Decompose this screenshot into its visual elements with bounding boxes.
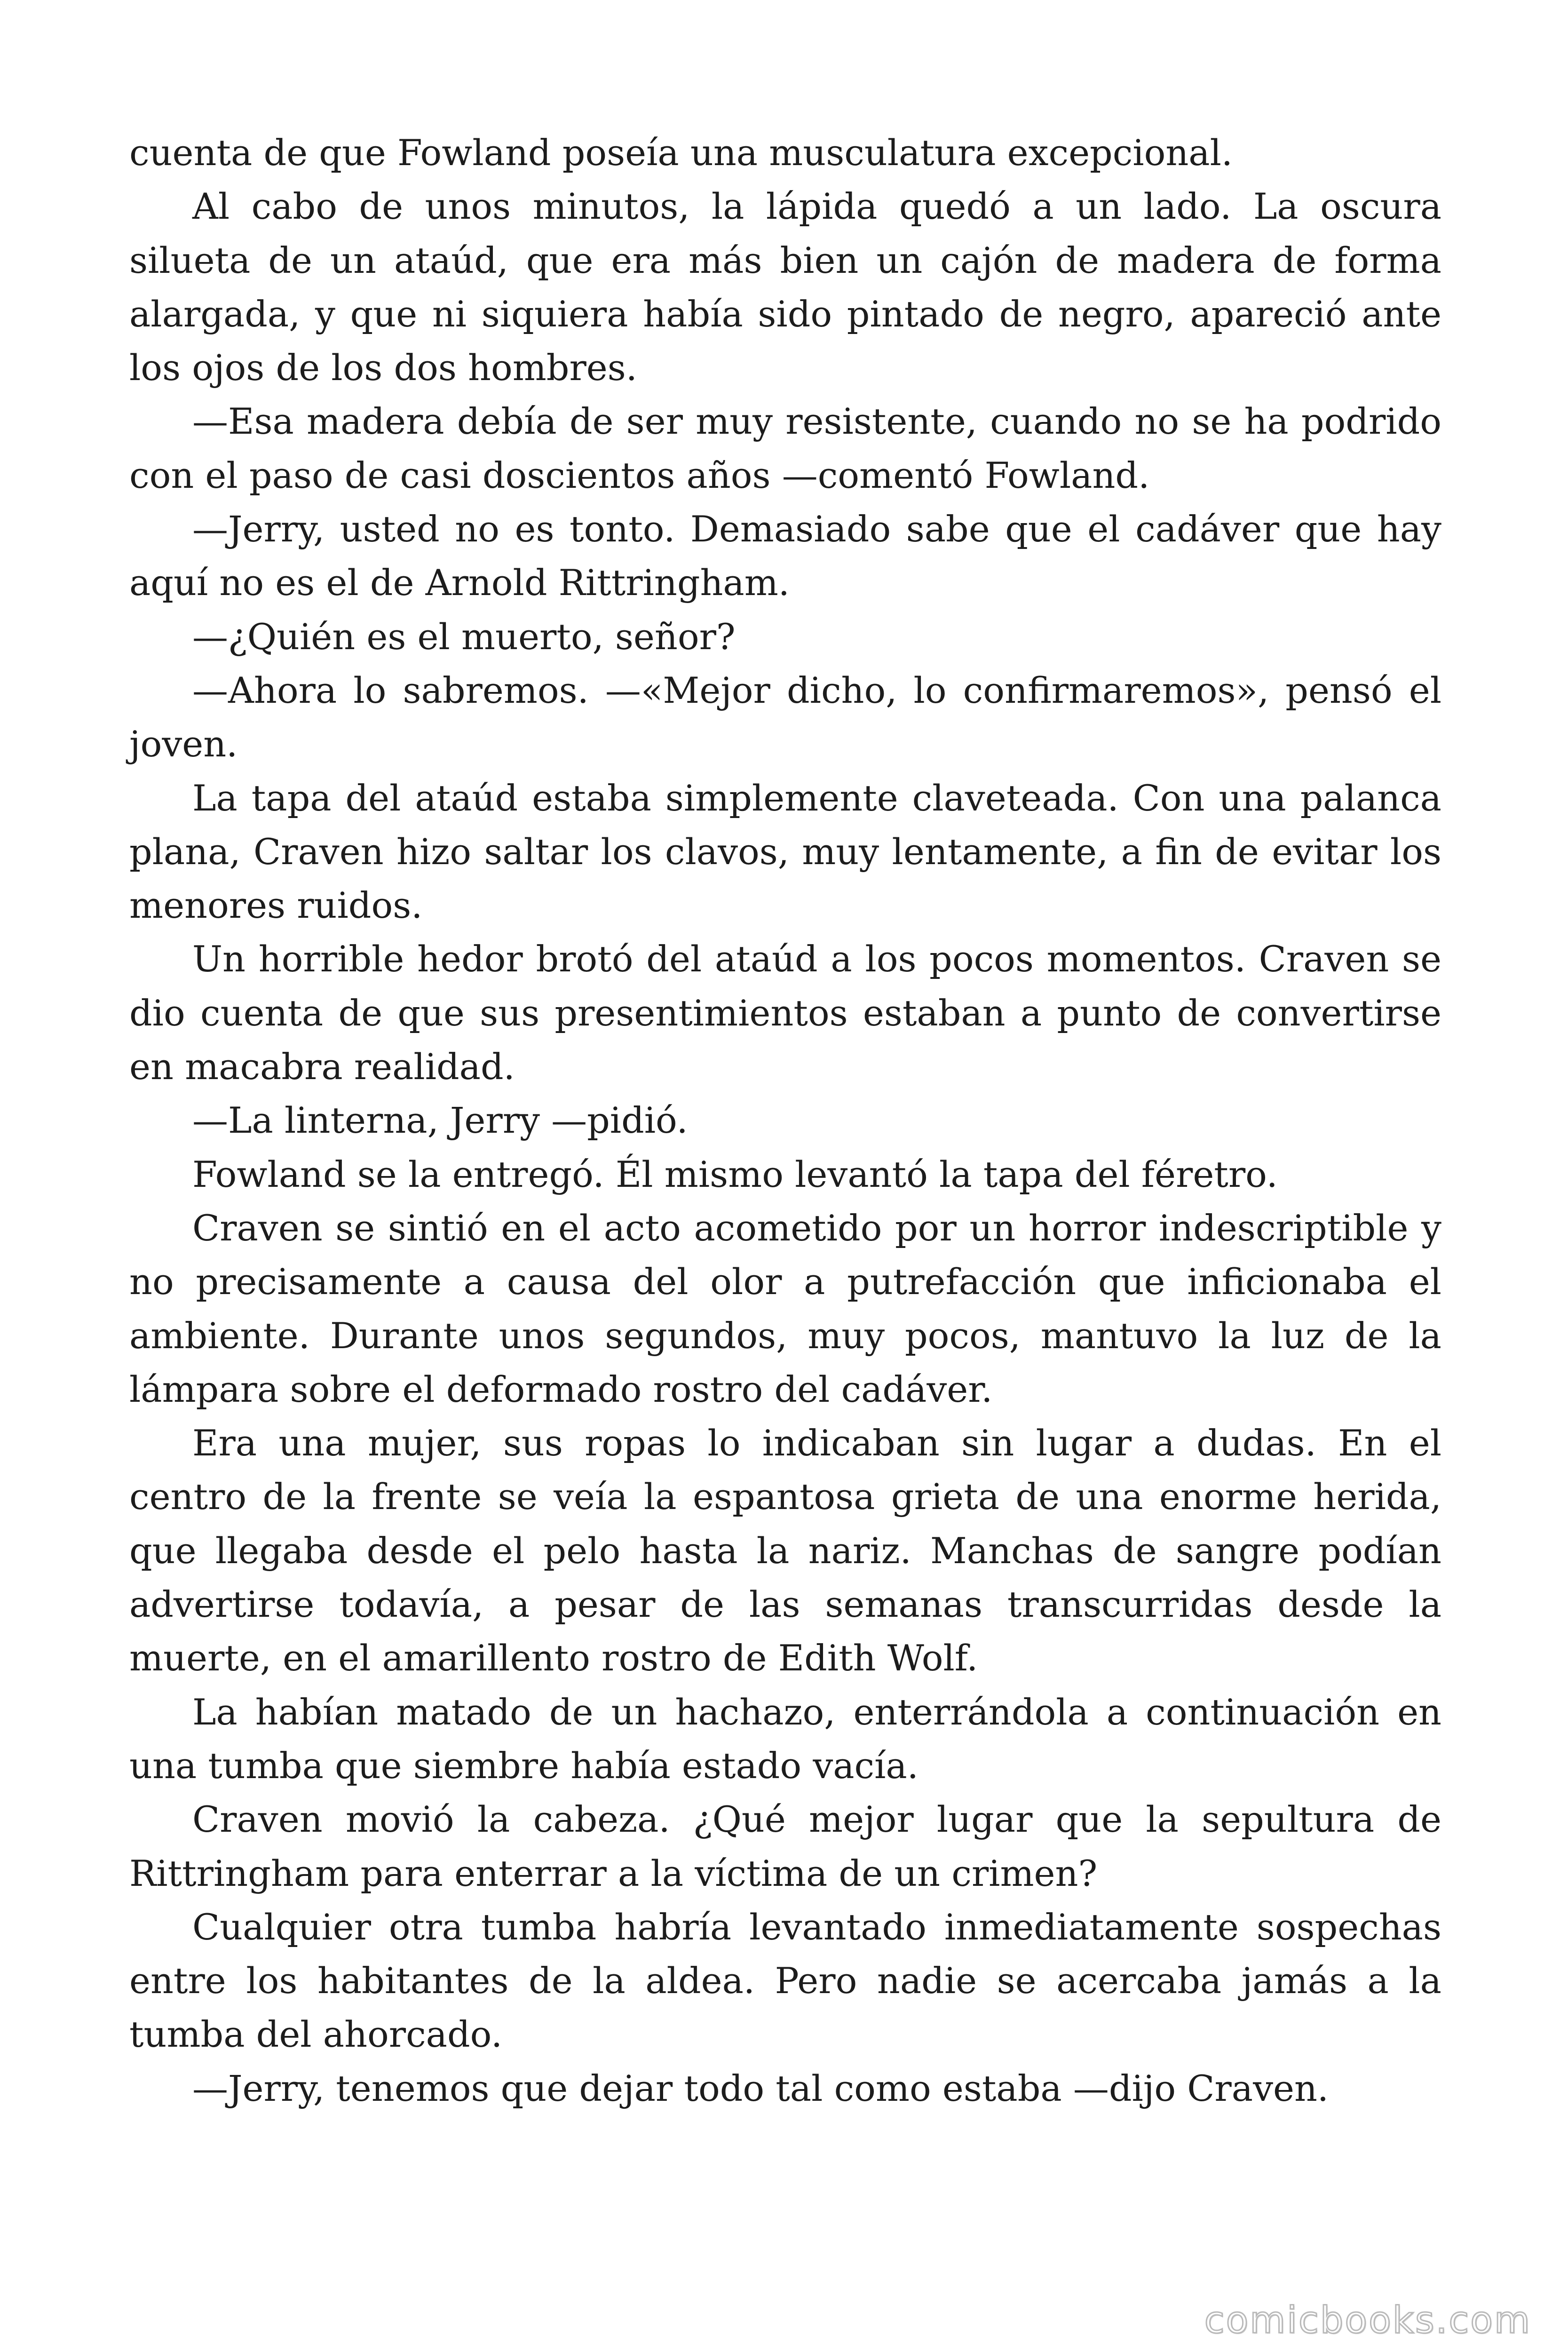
paragraph-6: —Ahora lo sabremos. —«Mejor dicho, lo confirmaremos», pensó el joven. <box>129 669 1441 765</box>
watermark: comicbooks.com <box>1204 2299 1531 2342</box>
paragraph-9: —La linterna, Jerry —pidió. <box>192 1099 688 1142</box>
paragraph-10: Fowland se la entregó. Él mismo levantó la tapa del féretro. <box>192 1153 1278 1195</box>
paragraph-3: —Esa madera debía de ser muy resistente, cuando no se ha podrido con el paso de casi doscientos años —comentó Fowland. <box>129 400 1441 496</box>
paragraph-12: Era una mujer, sus ropas lo indicaban sin lugar a dudas. En el centro de la frente se veía la espantosa grieta de una enorme herida, que llegaba desde el pelo hasta la nariz. Manchas de sangre podían advertirse todavía, a pesar de las semanas transcurridas desde la muerte, en el amarillento rostro de Edith Wolf. <box>129 1422 1441 1679</box>
paragraph-13: La habían matado de un hachazo, enterrándola a continuación en una tumba que siembre había estado vacía. <box>129 1691 1441 1787</box>
paragraph-8: Un horrible hedor brotó del ataúd a los pocos momentos. Craven se dio cuenta de que sus presentimientos estaban a punto de convertirse en macabra realidad. <box>129 938 1441 1088</box>
paragraph-15: Cualquier otra tumba habría levantado inmediatamente sospechas entre los habitantes de la aldea. Pero nadie se acercaba jamás a la tumba del ahorcado. <box>129 1906 1441 2056</box>
paragraph-16: —Jerry, tenemos que dejar todo tal como estaba —dijo Craven. <box>192 2067 1329 2109</box>
body-text <box>129 126 1441 2115</box>
paragraph-11: Craven se sintió en el acto acometido por un horror indescriptible y no precisamente a causa del olor a putrefacción que inficionaba el ambiente. Durante unos segundos, muy pocos, mantuvo la luz de la lámpara sobre el deformado rostro del cadáver. <box>129 1207 1441 1410</box>
paragraph-4: —Jerry, usted no es tonto. Demasiado sabe que el cadáver que hay aquí no es el de Arnold Rittringham. <box>129 508 1441 604</box>
paragraph-1: cuenta de que Fowland poseía una musculatura excepcional. <box>129 132 1233 174</box>
paragraph-5: —¿Quién es el muerto, señor? <box>192 615 736 658</box>
paragraph-14: Craven movió la cabeza. ¿Qué mejor lugar que la sepultura de Rittringham para enterrar a la víctima de un crimen? <box>129 1798 1441 1894</box>
paragraph-7: La tapa del ataúd estaba simplemente claveteada. Con una palanca plana, Craven hizo saltar los clavos, muy lentamente, a fin de evitar los menores ruidos. <box>129 777 1441 927</box>
paragraph-2: Al cabo de unos minutos, la lápida quedó a un lado. La oscura silueta de un ataúd, que era más bien un cajón de madera de forma alargada, y que ni siquiera había sido pintado de negro, apareció ante los ojos de los dos hombres. <box>129 185 1441 389</box>
